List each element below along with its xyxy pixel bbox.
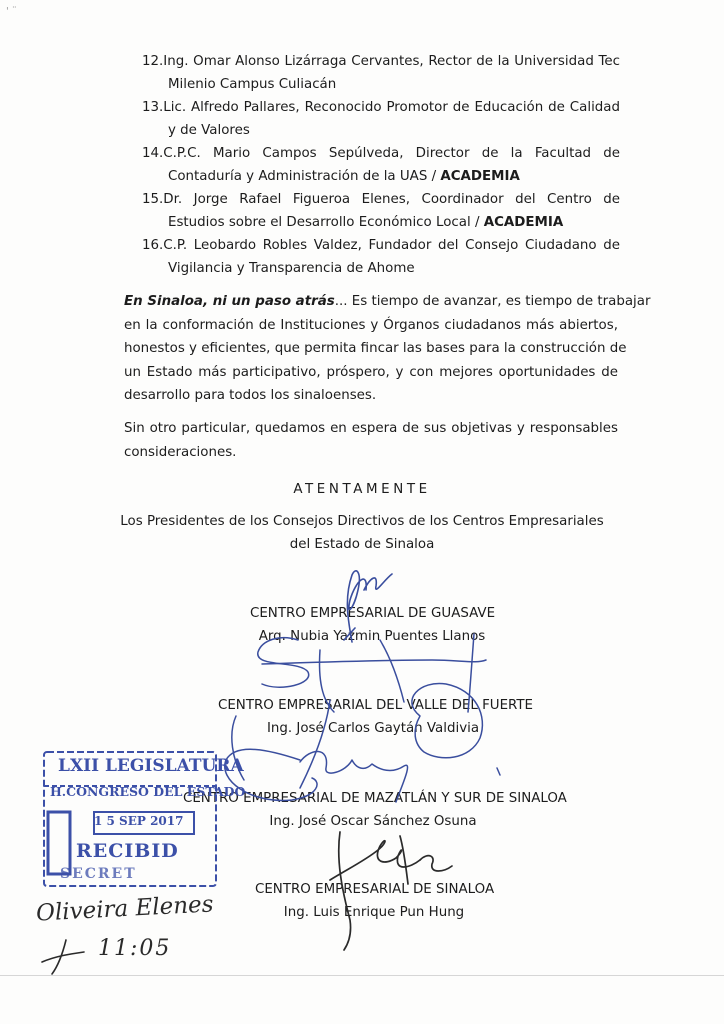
list-item: 14.C.P.C. Mario Campos Sepúlveda, Director de la Facultad de Contaduría y Administración de la UAS / ACADEMIA	[142, 146, 620, 184]
presidents-line: Los Presidentes de los Consejos Directivos de los Centros Empresariales	[120, 514, 604, 529]
page-edge-line	[0, 975, 724, 976]
signatory-name: Ing. Luis Enrique Pun Hung	[283, 905, 465, 920]
stamp-legislature: LXII LEGISLATURA	[58, 756, 244, 776]
handwritten-name: Oliveira Elenes	[35, 891, 215, 927]
atentamente-heading: ATENTAMENTE	[293, 482, 431, 497]
list-item: 16.C.P. Leobardo Robles Valdez, Fundador del Consejo Ciudadano de Vigilancia y Transparencia de Ahome	[142, 238, 620, 276]
stamp-congress: H.CONGRESO DEL ESTADO	[50, 784, 246, 799]
scan-artifact: ' ¨	[6, 6, 17, 17]
handwritten-time: 11:05	[98, 936, 172, 961]
signatory-center: CENTRO EMPRESARIAL DE MAZATLÁN Y SUR DE SINALOA	[183, 791, 567, 806]
list-item: 12.Ing. Omar Alonso Lizárraga Cervantes, Rector de la Universidad Tec Milenio Campus Culiacán	[142, 54, 620, 92]
stamp-received: RECIBID	[76, 840, 179, 862]
list-item: 15.Dr. Jorge Rafael Figueroa Elenes, Coordinador del Centro de Estudios sobre el Desarrollo Económico Local / ACADEMIA	[142, 192, 620, 230]
stamp-secretary: SECRET	[60, 866, 137, 882]
signatory-center: CENTRO EMPRESARIAL DE SINALOA	[255, 882, 495, 897]
list-item: 13.Lic. Alfredo Pallares, Reconocido Promotor de Educación de Calidad y de Valores	[142, 100, 620, 138]
stamp-date: 1 5 SEP 2017	[94, 814, 184, 828]
farewell-paragraph: Sin otro particular, quedamos en espera de sus objetivas y responsables consideraciones.	[124, 421, 618, 460]
signatory-center: CENTRO EMPRESARIAL DE GUASAVE	[250, 606, 496, 621]
slogan: En Sinaloa, ni un paso atrás	[124, 294, 335, 309]
signatory-name: Ing. José Oscar Sánchez Osuna	[269, 814, 477, 829]
signatory-name: Arq. Nubia Yazmin Puentes Llanos	[258, 629, 486, 644]
signatory-center: CENTRO EMPRESARIAL DEL VALLE DEL FUERTE	[218, 698, 534, 713]
closing-paragraph: En Sinaloa, ni un paso atrás... Es tiempo de avanzar, es tiempo de trabajar en la conformación de Instituciones y Órganos ciudadanos más abiertos, honestos y eficientes, que permita fincar las bases para la construcción de un Estado más participativo, próspero, y con mejores oportunidades de desarrollo para todos los sinaloenses.	[124, 294, 651, 403]
signatory-name: Ing. José Carlos Gaytán Valdivia	[266, 721, 480, 736]
presidents-line: del Estado de Sinaloa	[289, 537, 435, 552]
